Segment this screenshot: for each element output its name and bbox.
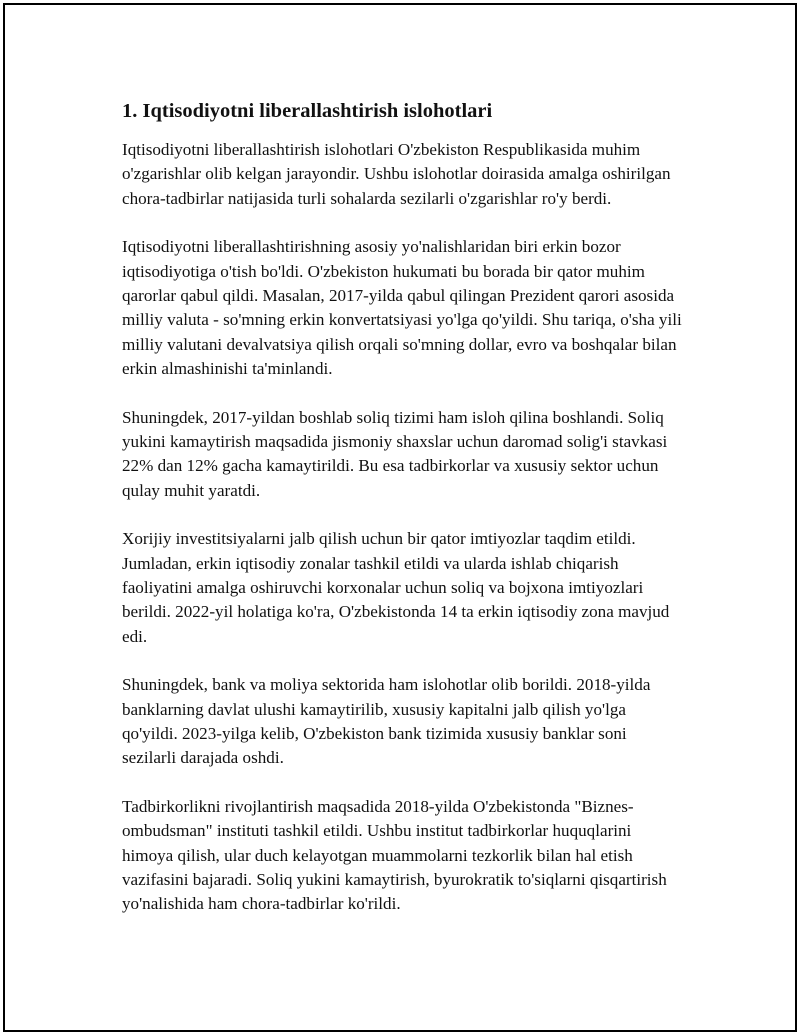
section-heading: 1. Iqtisodiyotni liberallashtirish islohotlari — [122, 100, 493, 122]
paragraph-tax-reform: Shuningdek, 2017-yildan boshlab soliq tizimi ham isloh qilina boshlandi. Soliq yukini kamaytirish maqsadida jismoniy shaxslar uchun daromad solig'i stavkasi 22% dan 12% gacha kamaytirildi. Bu esa tadbirkorlar va xususiy sektor uchun qulay muhit yaratdi. — [122, 407, 668, 500]
paragraph-foreign-investment: Xorijiy investitsiyalarni jalb qilish uchun bir qator imtiyozlar taqdim etildi. Jumladan, erkin iqtisodiy zonalar tashkil etildi va ularda ishlab chiqarish faoliyatini amalga oshiruvchi korxonalar uchun soliq va bojxona imtiyozlari berildi. 2022-yil holatiga ko'ra, O'zbekistonda 14 ta erkin iqtisodiy zona mavjud edi. — [122, 529, 670, 646]
paragraph-banking-reform: Shuningdek, bank va moliya sektorida ham islohotlar olib borildi. 2018-yilda banklarning davlat ulushi kamaytirilib, xususiy kapitalni jalb qilish yo'lga qo'yildi. 2023-yilga kelib, O'zbekiston bank tizimida xususiy banklar soni sezilarli darajada oshdi. — [122, 675, 651, 768]
paragraph-free-market: Iqtisodiyotni liberallashtirishning asosiy yo'nalishlaridan biri erkin bozor iqtisodiyotiga o'tish bo'ldi. O'zbekiston hukumati bu borada bir qator muhim qarorlar qabul qildi. Masalan, 2017-yilda qabul qilingan Prezident qarori asosida milliy valuta - so'mning erkin konvertatsiyasi yo'lga qo'yildi. Shu tariqa, o'sha yili milliy valutani devalvatsiya qilish orqali so'mning dollar, evro va boshqalar bilan erkin almashinishi ta'minlandi. — [122, 237, 682, 378]
paragraph-business-ombudsman: Tadbirkorlikni rivojlantirish maqsadida 2018-yilda O'zbekistonda "Biznes-ombudsman" instituti tashkil etildi. Ushbu institut tadbirkorlar huquqlarini himoya qilish, ular duch kelayotgan muammolarni tezkorlik bilan hal etish vazifasini bajaradi. Soliq yukini kamaytirish, byurokratik to'siqlarni qisqartirish yo'nalishida ham chora-tadbirlar ko'rildi. — [122, 797, 667, 914]
paragraph-intro: Iqtisodiyotni liberallashtirish islohotlari O'zbekiston Respublikasida muhim o'zgarishlar olib kelgan jarayondir. Ushbu islohotlar doirasida amalga oshirilgan chora-tadbirlar natijasida turli sohalarda sezilarli o'zgarishlar ro'y berdi. — [122, 140, 671, 208]
document-body — [122, 97, 682, 941]
document-page — [3, 3, 797, 1032]
